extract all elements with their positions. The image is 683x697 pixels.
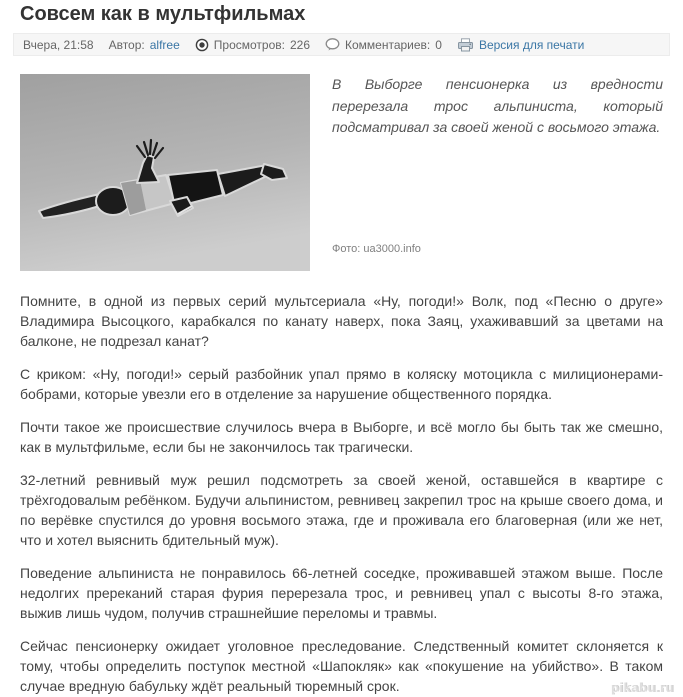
lead-column bbox=[332, 74, 663, 271]
print-version bbox=[457, 38, 584, 52]
print-version-link[interactable]: Версия для печати bbox=[478, 37, 585, 52]
views-label: Просмотров: bbox=[213, 37, 285, 52]
watermark: pikabu.ru bbox=[610, 680, 674, 695]
meta-bar bbox=[13, 33, 670, 56]
author-label: Автор: bbox=[108, 37, 145, 52]
post-date: Вчера, 21:58 bbox=[23, 37, 94, 52]
comments-counter bbox=[325, 38, 442, 52]
media-row bbox=[20, 74, 663, 271]
page-title: Совсем как в мультфильмах bbox=[20, 3, 306, 25]
views-counter bbox=[195, 38, 310, 52]
article-paragraph: Сейчас пенсионерку ожидает уголовное преследование. Следственный комитет склоняется к тому, чтобы определить поступок местной «Шапокляк» как «покушение на убийство». В таком случае вредную бабульку ждёт реальный тюремный срок. bbox=[20, 638, 663, 694]
photo-credit: Фото: ua3000.info bbox=[332, 243, 421, 255]
comment-bubble-icon bbox=[325, 38, 340, 51]
post-author bbox=[109, 38, 180, 52]
eye-icon bbox=[195, 38, 209, 52]
comments-count: 0 bbox=[435, 37, 442, 52]
article-paragraph: 32-летний ревнивый муж решил подсмотреть за своей женой, оставшейся в квартире с трёхгодовалым ребёнком. Будучи альпинистом, ревнивец закрепил трос на крыше своего дома, и по верёвке спустился до уровня восьмого этажа, где и проживала его благоверная (или же нет, что и хотел выяснить бдительный муж). bbox=[20, 472, 663, 548]
article-body bbox=[20, 291, 663, 696]
article-paragraph: С криком: «Ну, погоди!» серый разбойник упал прямо в коляску мотоцикла с милиционерами-бобрами, которые увезли его в отделение за нарушение общественного порядка. bbox=[20, 366, 663, 402]
author-link[interactable]: alfree bbox=[149, 37, 180, 52]
article-paragraph: Поведение альпиниста не понравилось 66-летней соседке, проживавшей этажом выше. После недолгих пререканий старая фурия перерезала трос, и ревнивец упал с высоты 8-го этажа, выжив лишь чудом, получив страшнейшие переломы и травмы. bbox=[20, 565, 663, 621]
printer-icon bbox=[457, 38, 474, 52]
article-paragraph: Помните, в одной из первых серий мультсериала «Ну, погоди!» Волк, под «Песню о друге» Владимира Высоцкого, карабкался по канату наверх, пока Заяц, ухаживавший за цветами на балконе, не подрезал канат? bbox=[20, 293, 663, 349]
comments-label: Комментариев: bbox=[345, 37, 431, 52]
article-lead: В Выборге пенсионерка из вредности перерезала трос альпиниста, который подсматривал за своей женой с восьмого этажа. bbox=[332, 76, 663, 135]
article-paragraph: Почти такое же происшествие случилось вчера в Выборге, и всё могло бы быть так же смешно, как в мультфильме, если бы не закончилось так трагически. bbox=[20, 419, 663, 455]
flying-man-photo bbox=[20, 74, 310, 271]
views-count: 226 bbox=[289, 37, 310, 52]
